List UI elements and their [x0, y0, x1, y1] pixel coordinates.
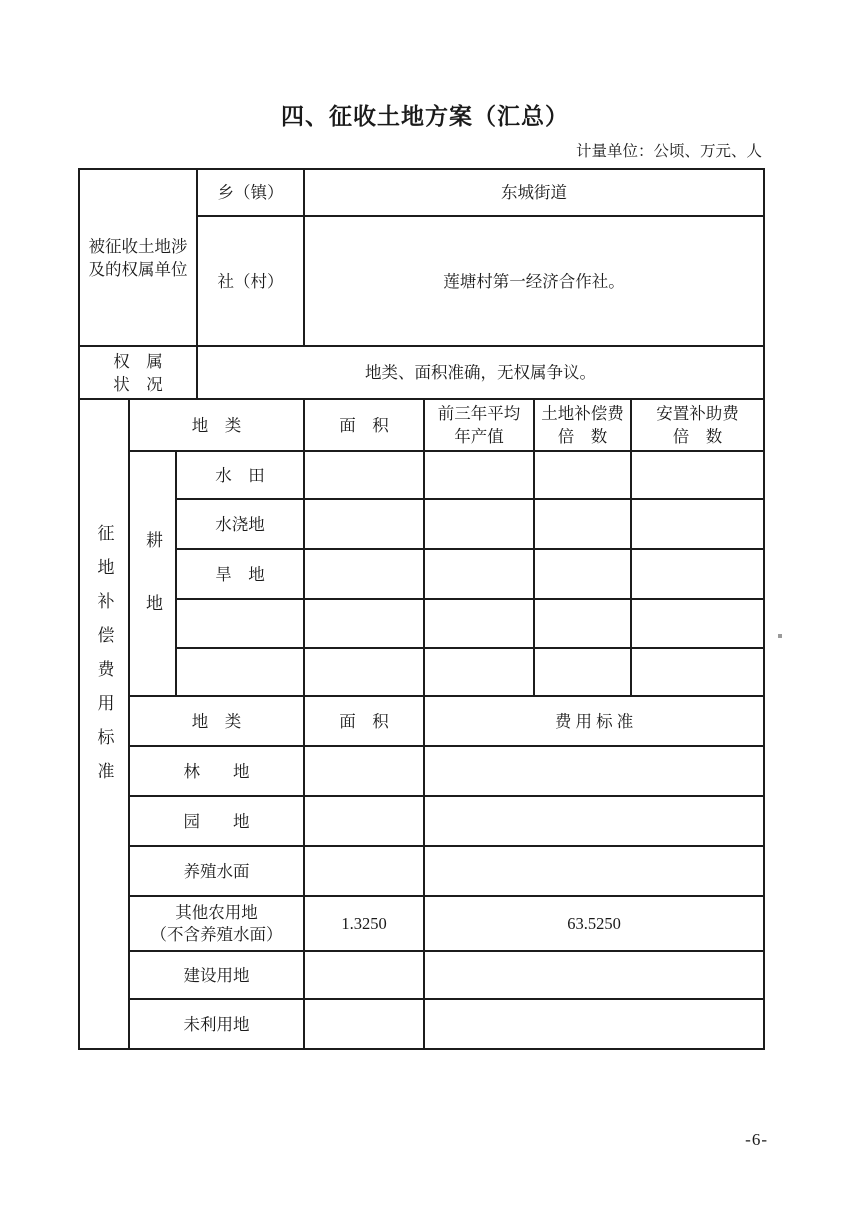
- tenure-status-label: [79, 346, 197, 399]
- row-irrigated-land: [79, 499, 764, 549]
- header-avg-output-line2: 年产值: [454, 427, 504, 446]
- other-agricultural-land-label: [129, 896, 304, 951]
- cultivated-empty-1-resettle: [631, 599, 764, 648]
- cultivated-land-group-label-text: 耕地: [143, 530, 162, 657]
- row-cultivated-header: [79, 399, 764, 451]
- row-unused-land: [79, 999, 764, 1049]
- cultivated-empty-2-area: [304, 648, 424, 696]
- tenure-status-label-line2: 状 况: [113, 374, 163, 394]
- dry-land-land-comp: [534, 549, 631, 599]
- irrigated-land-avg-output: [424, 499, 534, 549]
- header-land-compensation-multiple: [534, 399, 631, 451]
- ownership-units-label: [79, 169, 197, 346]
- row-garden-land: [79, 796, 764, 846]
- header-avg-output-line1: 前三年平均: [437, 404, 521, 423]
- forest-land-area: [304, 746, 424, 796]
- other-agricultural-land-label-line1: 其他农用地: [175, 902, 258, 922]
- irrigated-land-area: [304, 499, 424, 549]
- cultivated-land-group-label: [129, 451, 176, 696]
- header2-fee-standard: 费 用 标 准: [424, 696, 764, 746]
- header-resettlement-subsidy-multiple: [631, 399, 764, 451]
- construction-land-area: [304, 951, 424, 999]
- township-level-label: 乡（镇）: [197, 169, 304, 216]
- row-aquaculture: [79, 846, 764, 896]
- forest-land-fee: [424, 746, 764, 796]
- tenure-status-statement: 地类、面积准确，无权属争议。: [197, 346, 764, 399]
- land-acquisition-summary-table: [78, 168, 765, 1050]
- township-value: 东城街道: [304, 169, 764, 216]
- other-agricultural-land-label-line2: （不含养殖水面）: [150, 924, 283, 944]
- village-level-label: 社（村）: [197, 216, 304, 346]
- unused-land-fee: [424, 999, 764, 1049]
- unused-land-label: 未利用地: [129, 999, 304, 1049]
- ownership-units-label-line2: 及的权属单位: [88, 259, 188, 279]
- paddy-field-resettle: [631, 451, 764, 499]
- cultivated-empty-1-area: [304, 599, 424, 648]
- header-land-type: 地 类: [129, 399, 304, 451]
- cultivated-empty-1-label: [176, 599, 304, 648]
- construction-land-fee: [424, 951, 764, 999]
- row-forest-land: [79, 746, 764, 796]
- compensation-standard-side-label-text: 征地补偿费用标准: [94, 523, 114, 796]
- row-township: [79, 169, 764, 216]
- header-avg-output: [424, 399, 534, 451]
- page-number: -6-: [745, 1130, 768, 1149]
- row-tenure-status: [79, 346, 764, 399]
- row-other-agricultural-land: [79, 896, 764, 951]
- other-agricultural-land-area: 1.3250: [304, 896, 424, 951]
- aquaculture-area: [304, 846, 424, 896]
- document-title: 四、征收土地方案（汇总）: [281, 103, 569, 129]
- cultivated-empty-2-land-comp: [534, 648, 631, 696]
- cultivated-empty-2-label: [176, 648, 304, 696]
- aquaculture-label: 养殖水面: [129, 846, 304, 896]
- garden-land-fee: [424, 796, 764, 846]
- irrigated-land-label: 水浇地: [176, 499, 304, 549]
- row-paddy-field: [79, 451, 764, 499]
- cultivated-empty-1-avg-output: [424, 599, 534, 648]
- ownership-units-label-line1: 被征收土地涉: [88, 236, 188, 256]
- dry-land-avg-output: [424, 549, 534, 599]
- cultivated-empty-1-land-comp: [534, 599, 631, 648]
- header-land-compensation-line2: 倍 数: [557, 427, 608, 446]
- header-resettlement-line1: 安置补助费: [656, 404, 739, 423]
- paddy-field-area: [304, 451, 424, 499]
- other-agricultural-land-fee: 63.5250: [424, 896, 764, 951]
- row-construction-land: [79, 951, 764, 999]
- village-value: 莲塘村第一经济合作社。: [304, 216, 764, 346]
- aquaculture-fee: [424, 846, 764, 896]
- row-dry-land: [79, 549, 764, 599]
- paddy-field-land-comp: [534, 451, 631, 499]
- header2-area: 面 积: [304, 696, 424, 746]
- construction-land-label: 建设用地: [129, 951, 304, 999]
- header-land-compensation-line1: 土地补偿费: [541, 404, 624, 423]
- unused-land-area: [304, 999, 424, 1049]
- header-area: 面 积: [304, 399, 424, 451]
- cultivated-empty-2-avg-output: [424, 648, 534, 696]
- garden-land-area: [304, 796, 424, 846]
- dry-land-label: 旱 地: [176, 549, 304, 599]
- paddy-field-avg-output: [424, 451, 534, 499]
- irrigated-land-resettle: [631, 499, 764, 549]
- tenure-status-label-line1: 权 属: [113, 351, 163, 371]
- forest-land-label: 林 地: [129, 746, 304, 796]
- cultivated-empty-2-resettle: [631, 648, 764, 696]
- dry-land-area: [304, 549, 424, 599]
- paddy-field-label: 水 田: [176, 451, 304, 499]
- dry-land-resettle: [631, 549, 764, 599]
- scan-speck: [778, 634, 782, 638]
- compensation-standard-side-label: [79, 399, 129, 1049]
- header2-land-type: 地 类: [129, 696, 304, 746]
- unit-note: 计量单位：公顷、万元、人: [575, 143, 762, 160]
- irrigated-land-land-comp: [534, 499, 631, 549]
- row-other-header: [79, 696, 764, 746]
- header-resettlement-line2: 倍 数: [672, 427, 723, 446]
- row-cultivated-empty-1: [79, 599, 764, 648]
- row-cultivated-empty-2: [79, 648, 764, 696]
- garden-land-label: 园 地: [129, 796, 304, 846]
